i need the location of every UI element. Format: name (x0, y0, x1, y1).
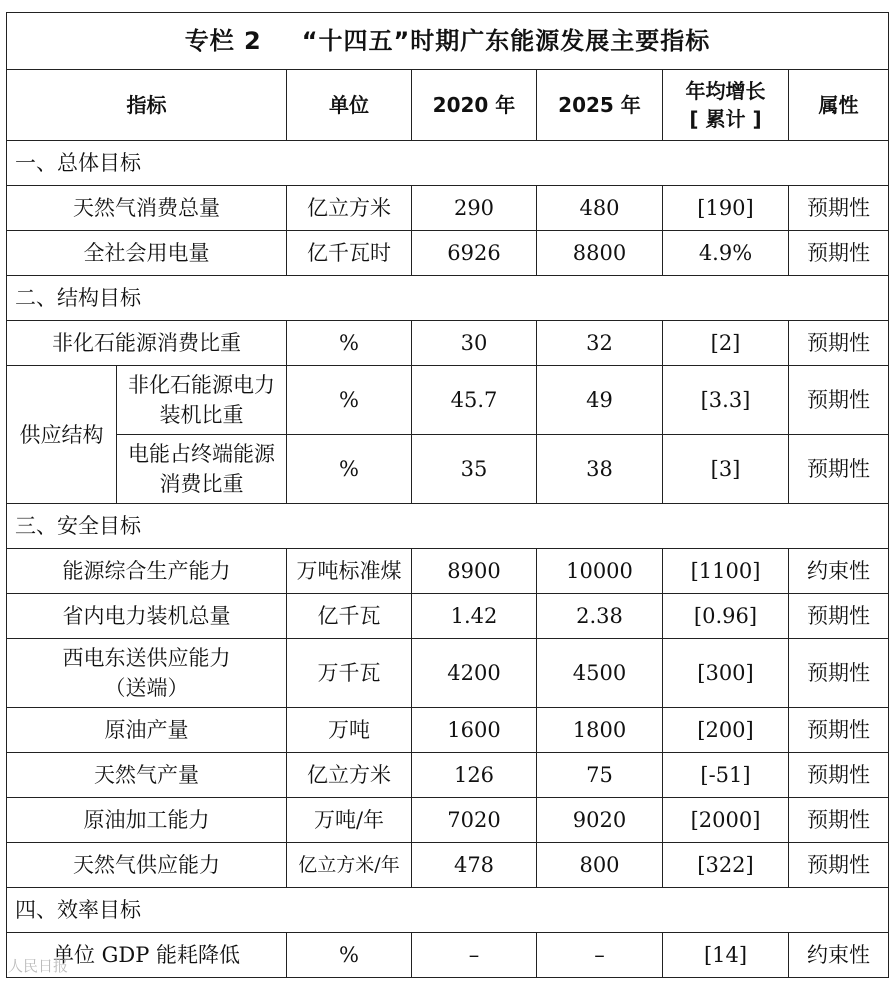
row-unit: % (287, 321, 412, 366)
row-2025: 32 (537, 321, 663, 366)
row-2020: 45.7 (412, 366, 537, 435)
row-unit: 亿立方米/年 (287, 843, 412, 888)
row-attr: 预期性 (789, 321, 889, 366)
row-2025: 4500 (537, 639, 663, 708)
row-name-line2: （送端） (104, 676, 189, 700)
row-2025: 75 (537, 753, 663, 798)
row-2025: 9020 (537, 798, 663, 843)
row-unit: 亿立方米 (287, 753, 412, 798)
section-overall: 一、总体目标 (7, 141, 889, 186)
header-indicator: 指标 (7, 70, 287, 141)
row-2025: – (537, 933, 663, 978)
header-growth-line1: 年均增长 (685, 79, 766, 103)
row-growth: [2] (663, 321, 789, 366)
indicator-table (6, 12, 889, 978)
table-row (7, 231, 889, 276)
row-2020: 8900 (412, 549, 537, 594)
row-unit: 万千瓦 (287, 639, 412, 708)
row-attr: 预期性 (789, 231, 889, 276)
row-2020: 35 (412, 435, 537, 504)
row-name: 原油产量 (7, 708, 287, 753)
row-name-line1: 西电东送供应能力 (62, 646, 231, 670)
table-row (7, 366, 889, 435)
table-row (7, 435, 889, 504)
row-2020: 7020 (412, 798, 537, 843)
row-2025: 480 (537, 186, 663, 231)
row-2020: 290 (412, 186, 537, 231)
table-row (7, 186, 889, 231)
section-security: 三、安全目标 (7, 504, 889, 549)
row-growth: [3] (663, 435, 789, 504)
title-main: “十四五”时期广东能源发展主要指标 (301, 27, 711, 55)
table-row (7, 639, 889, 708)
row-growth: [300] (663, 639, 789, 708)
row-attr: 预期性 (789, 708, 889, 753)
header-attr: 属性 (789, 70, 889, 141)
row-unit: 万吨 (287, 708, 412, 753)
row-2020: 126 (412, 753, 537, 798)
row-unit: 亿千瓦 (287, 594, 412, 639)
row-2020: 4200 (412, 639, 537, 708)
table-row (7, 549, 889, 594)
row-name-line2: 装机比重 (159, 403, 244, 427)
row-unit: % (287, 366, 412, 435)
row-2025: 38 (537, 435, 663, 504)
row-unit: 万吨/年 (287, 798, 412, 843)
table-row (7, 753, 889, 798)
row-name: 天然气产量 (7, 753, 287, 798)
row-name (7, 639, 287, 708)
row-unit: 万吨标准煤 (287, 549, 412, 594)
row-growth: [200] (663, 708, 789, 753)
row-attr: 约束性 (789, 549, 889, 594)
row-growth: [-51] (663, 753, 789, 798)
row-attr: 预期性 (789, 753, 889, 798)
row-growth: [14] (663, 933, 789, 978)
row-name: 天然气消费总量 (7, 186, 287, 231)
table-row (7, 708, 889, 753)
row-growth: [190] (663, 186, 789, 231)
table-row (7, 594, 889, 639)
row-2025: 800 (537, 843, 663, 888)
row-name: 原油加工能力 (7, 798, 287, 843)
row-2025: 49 (537, 366, 663, 435)
row-2020: 1.42 (412, 594, 537, 639)
table-row (7, 798, 889, 843)
group-supply-structure: 供应结构 (7, 366, 117, 504)
row-name (117, 435, 287, 504)
row-attr: 预期性 (789, 843, 889, 888)
title-prefix: 专栏 2 (184, 27, 262, 55)
row-name-line2: 消费比重 (159, 472, 244, 496)
row-2020: 1600 (412, 708, 537, 753)
row-2025: 8800 (537, 231, 663, 276)
row-growth: [1100] (663, 549, 789, 594)
section-structure: 二、结构目标 (7, 276, 889, 321)
row-attr: 约束性 (789, 933, 889, 978)
row-name: 非化石能源消费比重 (7, 321, 287, 366)
row-unit: % (287, 435, 412, 504)
row-2020: 30 (412, 321, 537, 366)
table-row (7, 321, 889, 366)
row-growth: [322] (663, 843, 789, 888)
header-unit: 单位 (287, 70, 412, 141)
header-growth (663, 70, 789, 141)
row-2025: 10000 (537, 549, 663, 594)
row-growth: 4.9% (663, 231, 789, 276)
row-attr: 预期性 (789, 798, 889, 843)
row-attr: 预期性 (789, 186, 889, 231)
table-row (7, 843, 889, 888)
row-name-line1: 非化石能源电力 (128, 373, 275, 397)
table-title (7, 13, 889, 70)
row-name (117, 366, 287, 435)
row-name-line1: 电能占终端能源 (128, 442, 275, 466)
row-name: 单位 GDP 能耗降低 (7, 933, 287, 978)
row-name: 全社会用电量 (7, 231, 287, 276)
row-name: 能源综合生产能力 (7, 549, 287, 594)
row-growth: [0.96] (663, 594, 789, 639)
row-growth: [3.3] (663, 366, 789, 435)
row-unit: % (287, 933, 412, 978)
row-2020: 478 (412, 843, 537, 888)
row-attr: 预期性 (789, 594, 889, 639)
row-2025: 1800 (537, 708, 663, 753)
row-unit: 亿立方米 (287, 186, 412, 231)
watermark: 人民日报 (8, 957, 69, 975)
row-2020: – (412, 933, 537, 978)
section-efficiency: 四、效率目标 (7, 888, 889, 933)
header-2025: 2025 年 (537, 70, 663, 141)
header-2020: 2020 年 (412, 70, 537, 141)
row-unit: 亿千瓦时 (287, 231, 412, 276)
table-row (7, 933, 889, 978)
row-name: 天然气供应能力 (7, 843, 287, 888)
header-growth-line2: [ 累计 ] (689, 107, 762, 131)
row-attr: 预期性 (789, 435, 889, 504)
row-attr: 预期性 (789, 366, 889, 435)
row-2020: 6926 (412, 231, 537, 276)
row-name: 省内电力装机总量 (7, 594, 287, 639)
row-growth: [2000] (663, 798, 789, 843)
row-attr: 预期性 (789, 639, 889, 708)
row-2025: 2.38 (537, 594, 663, 639)
